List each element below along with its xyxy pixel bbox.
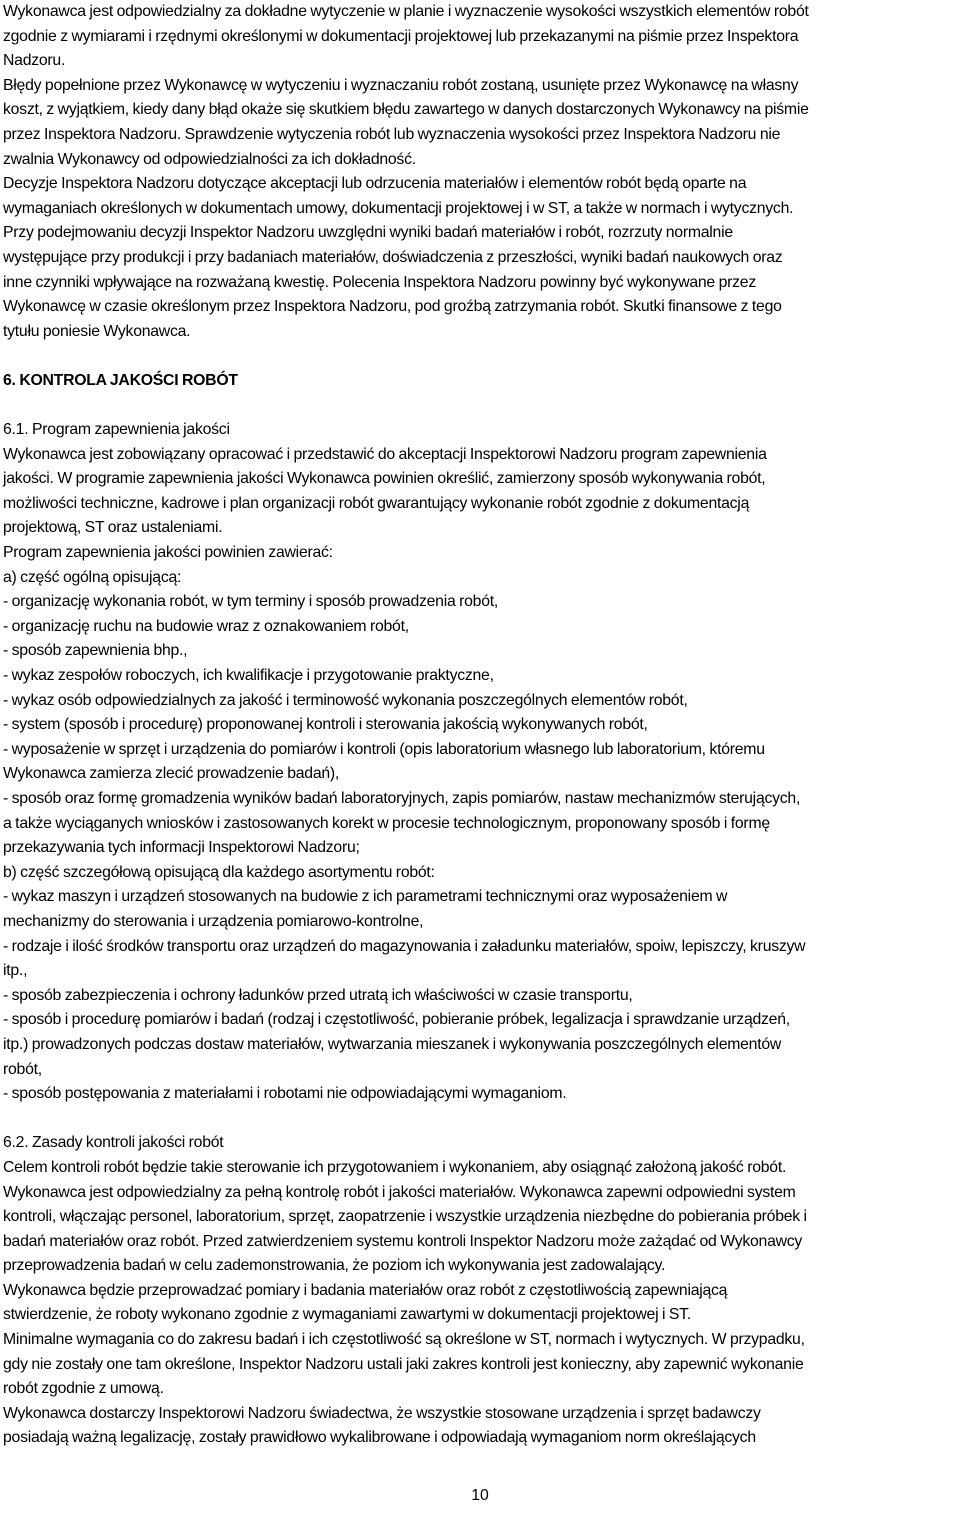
text-line: możliwości techniczne, kadrowe i plan organizacji robót gwarantujący wykonanie robót zgodnie z dokumentacją	[3, 494, 750, 512]
document-page	[3, 0, 957, 1451]
text-line: 6.1. Program zapewnienia jakości	[3, 421, 230, 439]
text-line: projektową, ST oraz ustaleniami.	[3, 519, 223, 537]
text-line: występujące przy produkcji i przy badaniach materiałów, doświadczenia z przeszłości, wyniki badań naukowych oraz	[3, 248, 783, 266]
text-line: robót zgodnie z umową.	[3, 1380, 164, 1398]
text-line: - organizację wykonania robót, w tym terminy i sposób prowadzenia robót,	[3, 593, 499, 611]
text-line: b) część szczegółową opisującą dla każdego asortymentu robót:	[3, 863, 435, 881]
text-line: - sposób i procedurę pomiarów i badań (rodzaj i częstotliwość, pobieranie próbek, legalizacja i sprawdzanie urządzeń,	[3, 1011, 790, 1029]
text-line: - sposób zabezpieczenia i ochrony ładunków przed utratą ich właściwości w czasie transportu,	[3, 986, 633, 1004]
text-line: Decyzje Inspektora Nadzoru dotyczące akceptacji lub odrzucenia materiałów i elementów robót będą oparte na	[3, 175, 747, 193]
section-heading: 6. KONTROLA JAKOŚCI ROBÓT	[3, 371, 238, 389]
text-line: - wykaz zespołów roboczych, ich kwalifikacje i przygotowanie praktyczne,	[3, 667, 494, 685]
text-line: gdy nie zostały one tam określone, Inspektor Nadzoru ustali jaki zakres kontroli jest konieczny, aby zapewnić wykonanie	[3, 1355, 804, 1373]
text-line: Celem kontroli robót będzie takie sterowanie ich przygotowaniem i wykonaniem, aby osiągnąć założoną jakość robót.	[3, 1158, 787, 1176]
text-line: Program zapewnienia jakości powinien zawierać:	[3, 544, 333, 562]
text-line: Przy podejmowaniu decyzji Inspektor Nadzoru uwzględni wyniki badań materiałów i robót, rozrzuty normalnie	[3, 224, 733, 242]
text-line: kontroli, włączając personel, laboratorium, sprzęt, zaopatrzenie i wszystkie urządzenia niezbędne do pobierania próbek i	[3, 1208, 807, 1226]
text-line: Wykonawca jest zobowiązany opracować i przedstawić do akceptacji Inspektorowi Nadzoru program zapewnienia	[3, 445, 767, 463]
text-line: tytułu poniesie Wykonawca.	[3, 322, 191, 340]
text-line: Wykonawca jest odpowiedzialny za dokładne wytyczenie w planie i wyznaczenie wysokości wszystkich elementów robót	[3, 3, 809, 20]
text-line: stwierdzenie, że roboty wykonano zgodnie z wymaganiami zawartymi w dokumentacji projektowej i ST.	[3, 1306, 691, 1324]
text-line: itp.) prowadzonych podczas dostaw materiałów, wytwarzania mieszanek i wykonywania poszczególnych elementów	[3, 1035, 782, 1053]
text-line: posiadają ważną legalizację, zostały prawidłowo wykalibrowane i odpowiadają wymaganiom norm określających	[3, 1429, 756, 1447]
text-line: - system (sposób i procedurę) proponowanej kontroli i sterowania jakością wykonywanych robót,	[3, 716, 648, 734]
paragraph-gap	[3, 1107, 957, 1132]
text-line: Wykonawcę w czasie określonym przez Inspektora Nadzoru, pod groźbą zatrzymania robót. Skutki finansowe z tego	[3, 298, 782, 316]
text-line: koszt, z wyjątkiem, kiedy dany błąd okaże się skutkiem błędu zawartego w danych dostarczonych Wykonawcy na piśmie	[3, 101, 809, 119]
page-number: 10	[471, 1487, 489, 1504]
text-line: mechanizmy do sterowania i urządzenia pomiarowo-kontrolne,	[3, 912, 424, 930]
text-line: zwalnia Wykonawcy od odpowiedzialności za ich dokładność.	[3, 150, 416, 168]
text-line: przeprowadzenia badań w celu zademonstrowania, że poziom ich wykonywania jest zadowalający.	[3, 1257, 666, 1275]
text-line: zgodnie z wymiarami i rzędnymi określonymi w dokumentacji projektowej lub przekazanymi na piśmie przez Inspektora	[3, 27, 799, 45]
text-line: - sposób zapewnienia bhp.,	[3, 642, 188, 660]
text-line: - sposób oraz formę gromadzenia wyników badań laboratoryjnych, zapis pomiarów, nastaw mechanizmów sterujących,	[3, 790, 801, 807]
text-line: - rodzaje i ilość środków transportu oraz urządzeń do magazynowania i załadunku materiałów, spoiw, lepiszczy, kruszyw	[3, 937, 806, 955]
text-line: Błędy popełnione przez Wykonawcę w wytyczeniu i wyznaczaniu robót zostaną, usunięte przez Wykonawcę na własny	[3, 76, 799, 94]
text-line: jakości. W programie zapewnienia jakości Wykonawca powinien określić, zamierzony sposób wykonywania robót,	[3, 470, 766, 488]
paragraph-gap	[3, 344, 957, 369]
text-line: inne czynniki wpływające na rozważaną kwestię. Polecenia Inspektora Nadzoru powinny być wykonywane przez	[3, 273, 756, 291]
text-line: Nadzoru.	[3, 52, 66, 70]
text-line: Wykonawca jest odpowiedzialny za pełną kontrolę robót i jakości materiałów. Wykonawca zapewni odpowiedni system	[3, 1183, 796, 1201]
text-line: przez Inspektora Nadzoru. Sprawdzenie wytyczenia robót lub wyznaczenia wysokości przez Inspektora Nadzoru nie	[3, 125, 781, 143]
text-line: robót,	[3, 1060, 42, 1078]
text-line: - sposób postępowania z materiałami i robotami nie odpowiadającymi wymaganiom.	[3, 1085, 567, 1103]
text-line: Minimalne wymagania co do zakresu badań i ich częstotliwość są określone w ST, normach i wytycznych. W przypadku,	[3, 1331, 805, 1349]
text-line: Wykonawca dostarczy Inspektorowi Nadzoru świadectwa, że wszystkie stosowane urządzenia i sprzęt badawczy	[3, 1404, 761, 1422]
text-line: itp.,	[3, 962, 28, 980]
text-line: - organizację ruchu na budowie wraz z oznakowaniem robót,	[3, 617, 409, 635]
text-line: - wykaz maszyn i urządzeń stosowanych na budowie z ich parametrami technicznymi oraz wyposażeniem w	[3, 888, 728, 906]
text-line: 6.2. Zasady kontroli jakości robót	[3, 1134, 224, 1152]
text-line: a) część ogólną opisującą:	[3, 568, 182, 586]
text-line: badań materiałów oraz robót. Przed zatwierdzeniem systemu kontroli Inspektor Nadzoru może zażądać od Wykonawcy	[3, 1232, 803, 1250]
text-line: a także wyciąganych wniosków i zastosowanych korekt w procesie technologicznym, proponowany sposób i formę	[3, 814, 770, 832]
text-line: Wykonawca będzie przeprowadzać pomiary i badania materiałów oraz robót z częstotliwością zapewniającą	[3, 1281, 728, 1299]
text-line: przekazywania tych informacji Inspektorowi Nadzoru;	[3, 839, 360, 857]
text-line: wymaganiach określonych w dokumentach umowy, dokumentacji projektowej i w ST, a także w normach i wytycznych.	[3, 199, 794, 217]
text-line: Wykonawca zamierza zlecić prowadzenie badań),	[3, 765, 340, 783]
paragraph-gap	[3, 394, 957, 419]
text-line: - wyposażenie w sprzęt i urządzenia do pomiarów i kontroli (opis laboratorium własnego lub laboratorium, któremu	[3, 740, 765, 758]
text-line: - wykaz osób odpowiedzialnych za jakość i terminowość wykonania poszczególnych elementów robót,	[3, 691, 688, 709]
